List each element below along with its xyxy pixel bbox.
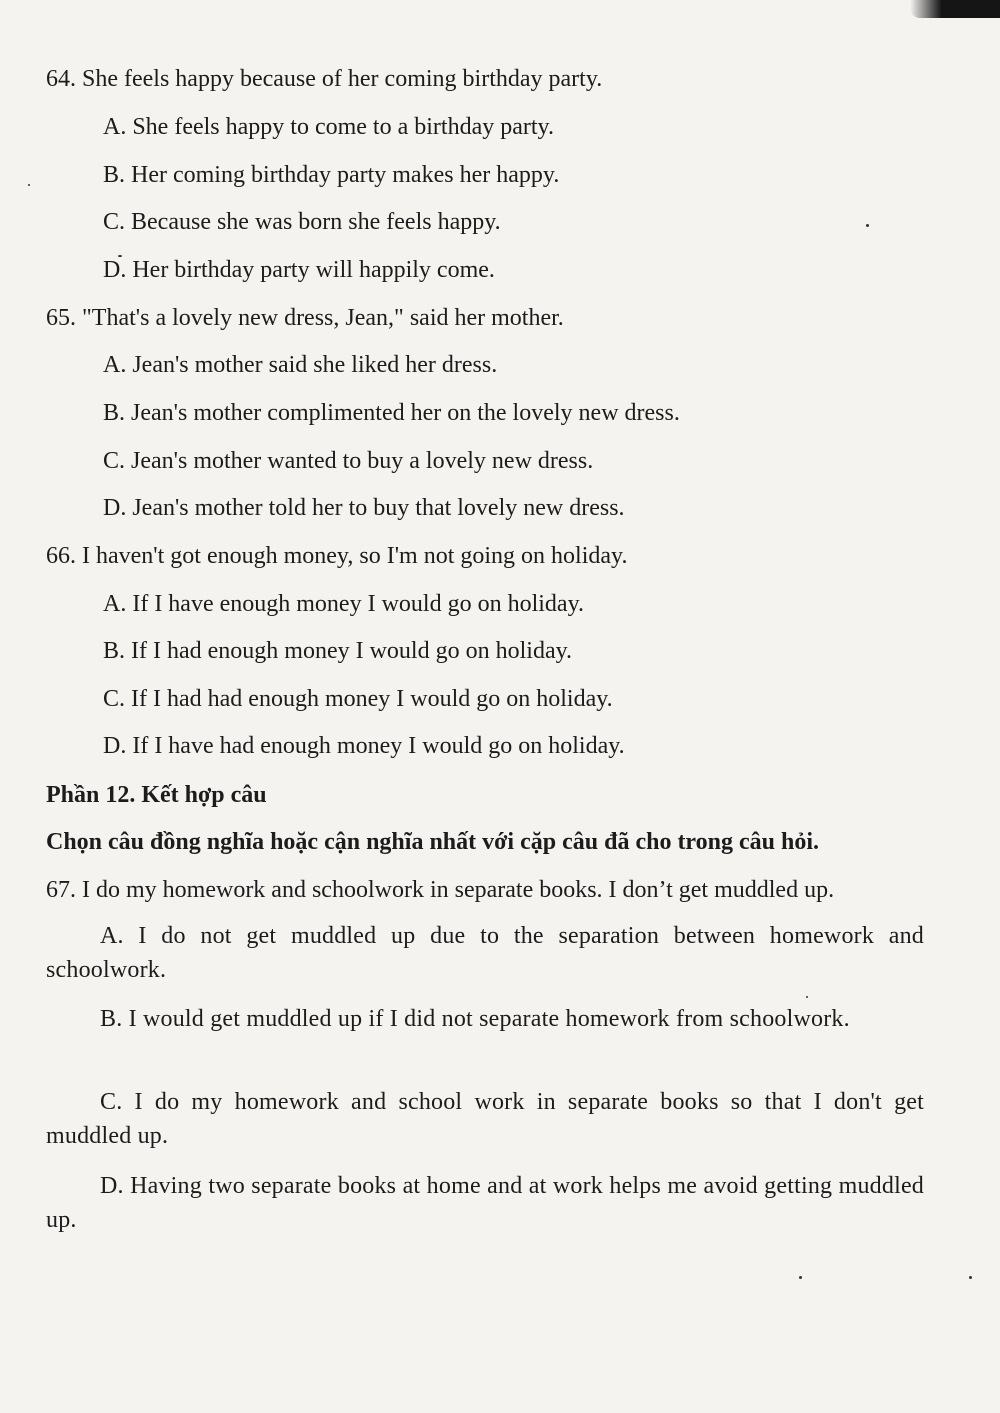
question-64-option-d: D. Her birthday party will happily come. <box>103 257 495 283</box>
scan-speck <box>118 255 122 257</box>
scan-speck <box>969 1276 972 1279</box>
question-64-option-a: A. She feels happy to come to a birthday party. <box>103 114 554 140</box>
question-64-option-c: C. Because she was born she feels happy. <box>103 209 501 235</box>
question-65-option-c: C. Jean's mother wanted to buy a lovely new dress. <box>103 448 594 474</box>
scan-speck <box>799 1276 802 1279</box>
question-67-option-a: A. I do not get muddled up due to the separation between homework and schoolwork. <box>46 923 924 983</box>
question-67-stem: 67. I do my homework and schoolwork in separate books. I don’t get muddled up. <box>46 877 835 903</box>
question-67-option-c: C. I do my homework and school work in separate books so that I don't get muddled up. <box>46 1089 924 1149</box>
question-66-option-b: B. If I had enough money I would go on holiday. <box>103 638 573 664</box>
question-66-option-d: D. If I have had enough money I would go on holiday. <box>103 733 625 759</box>
question-66-stem: 66. I haven't got enough money, so I'm not going on holiday. <box>46 543 628 569</box>
question-65-option-a: A. Jean's mother said she liked her dress. <box>103 352 498 378</box>
scan-speck <box>28 184 30 186</box>
question-67-option-b: B. I would get muddled up if I did not separate homework from schoolwork. <box>100 1006 850 1032</box>
section-title: Phần 12. Kết hợp câu <box>46 782 267 808</box>
question-66-option-a: A. If I have enough money I would go on holiday. <box>103 591 585 617</box>
question-66-option-c: C. If I had had enough money I would go on holiday. <box>103 686 613 712</box>
question-65-option-b: B. Jean's mother complimented her on the lovely new dress. <box>103 400 680 426</box>
question-64-option-b: B. Her coming birthday party makes her happy. <box>103 162 560 188</box>
scan-corner-mark <box>910 0 1000 18</box>
section-instruction: Chọn câu đồng nghĩa hoặc cận nghĩa nhất với cặp câu đã cho trong câu hỏi. <box>46 829 820 855</box>
scan-speck <box>866 224 869 227</box>
question-64-stem: 64. She feels happy because of her coming birthday party. <box>46 66 603 92</box>
question-65-stem: 65. "That's a lovely new dress, Jean," said her mother. <box>46 305 564 331</box>
question-65-option-d: D. Jean's mother told her to buy that lovely new dress. <box>103 495 625 521</box>
question-67-option-d: D. Having two separate books at home and at work helps me avoid getting muddled up. <box>46 1173 924 1233</box>
scan-speck <box>806 996 808 998</box>
